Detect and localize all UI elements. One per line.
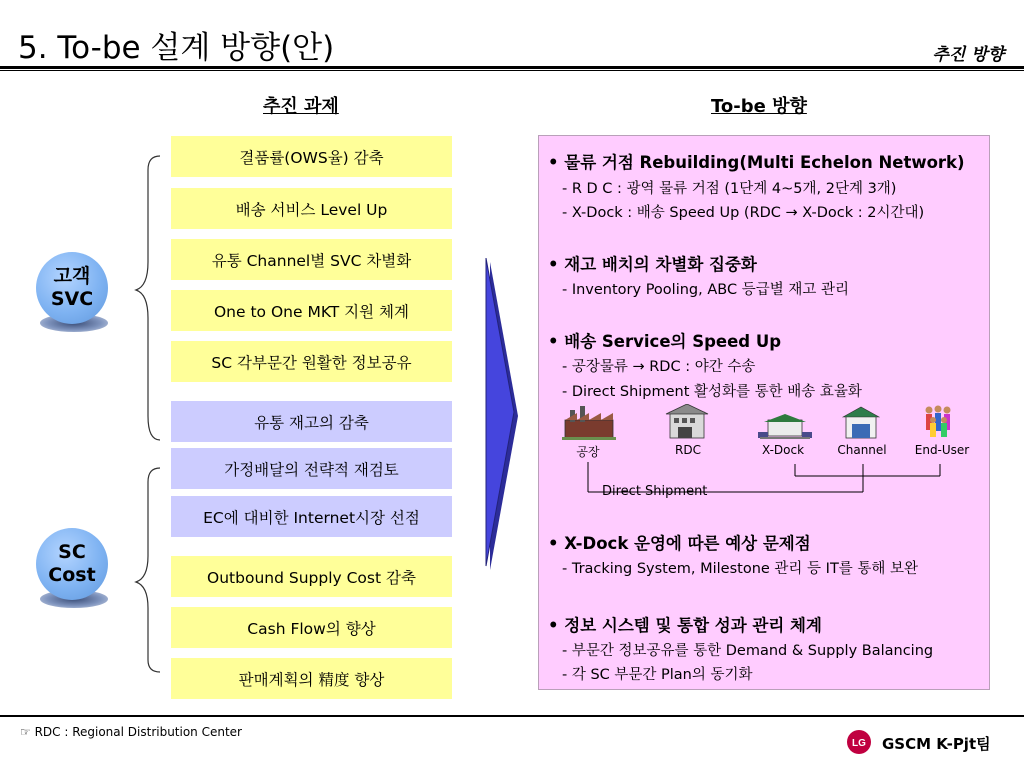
- task-box: Cash Flow의 향상: [171, 607, 452, 648]
- item-sub: - 공장물류 → RDC : 야간 수송: [562, 359, 756, 375]
- item-sub: - 부문간 정보공유를 통한 Demand & Supply Balancing: [562, 643, 934, 659]
- task-box: 가정배달의 전략적 재검토: [171, 448, 452, 489]
- item-title: • 정보 시스템 및 통합 성과 관리 체계: [548, 616, 822, 635]
- task-box: 유통 Channel별 SVC 차별화: [171, 239, 452, 280]
- warehouse-icon: [666, 404, 708, 438]
- item-sub: - Inventory Pooling, ABC 등급별 재고 관리: [562, 282, 849, 298]
- item-sub: - Direct Shipment 활성화를 통한 배송 효율화: [562, 384, 862, 400]
- group-oval: [36, 528, 108, 600]
- flow-node-label: 공장: [576, 445, 600, 459]
- store-icon: [843, 407, 879, 438]
- cross-dock-icon: [758, 414, 812, 439]
- right-column-heading: To-be 방향: [711, 96, 807, 117]
- item-sub: - X-Dock : 배송 Speed Up (RDC → X-Dock : 2시간대): [562, 205, 925, 221]
- left-column-heading: 추진 과제: [263, 96, 339, 117]
- brace-customer-svc: [136, 156, 160, 440]
- header-divider-thin: [0, 70, 1024, 71]
- brace-sc-cost: [136, 468, 160, 672]
- flow-node-label: RDC: [675, 443, 701, 457]
- lg-logo-icon: [846, 729, 872, 755]
- task-box: Outbound Supply Cost 감축: [171, 556, 452, 597]
- footer-divider: [0, 715, 1024, 717]
- direct-shipment-label: Direct Shipment: [602, 484, 708, 499]
- task-box: 배송 서비스 Level Up: [171, 188, 452, 229]
- item-sub: - Tracking System, Milestone 관리 등 IT를 통해 보완: [562, 561, 919, 577]
- task-box: 판매계획의 精度 향상: [171, 658, 452, 699]
- factory-icon: [562, 406, 616, 440]
- flow-node-label: End-User: [914, 443, 970, 457]
- group-label-line2: Cost: [48, 564, 96, 586]
- task-box: 유통 재고의 감축: [171, 401, 452, 442]
- item-title: • 재고 배치의 차별화 집중화: [548, 255, 757, 274]
- team-name: GSCM K-Pjt팀: [882, 735, 991, 753]
- flow-node-label: X-Dock: [761, 443, 805, 457]
- task-box: SC 각부문간 원활한 정보공유: [171, 341, 452, 382]
- lg-logo-text: LG: [852, 738, 866, 749]
- footnote: ☞ RDC : Regional Distribution Center: [20, 725, 242, 739]
- group-label-line2: SVC: [50, 288, 94, 310]
- item-sub: - R D C : 광역 물류 거점 (1단계 4~5개, 2단계 3개): [562, 181, 897, 197]
- item-title: • 물류 거점 Rebuilding(Multi Echelon Network): [548, 153, 965, 172]
- task-box: EC에 대비한 Internet시장 선점: [171, 496, 452, 537]
- transition-arrow-icon: [480, 258, 520, 574]
- group-label-line1: 고객: [53, 265, 91, 288]
- flow-node-label: Channel: [837, 443, 887, 457]
- task-box: One to One MKT 지원 체계: [171, 290, 452, 331]
- group-label-line1: SC: [58, 541, 86, 564]
- group-braces: [130, 150, 170, 680]
- item-title: • 배송 Service의 Speed Up: [548, 332, 782, 351]
- header-divider: [0, 66, 1024, 69]
- group-oval: [36, 252, 108, 324]
- task-box: 결품률(OWS율) 감축: [171, 136, 452, 177]
- page-title: 5. To-be 설계 방향(안): [18, 30, 335, 66]
- item-sub: - 각 SC 부문간 Plan의 동기화: [562, 667, 753, 683]
- page-subtitle: 추진 방향: [932, 45, 1004, 65]
- end-user-icon: [926, 406, 951, 438]
- item-title: • X-Dock 운영에 따른 예상 문제점: [548, 534, 811, 553]
